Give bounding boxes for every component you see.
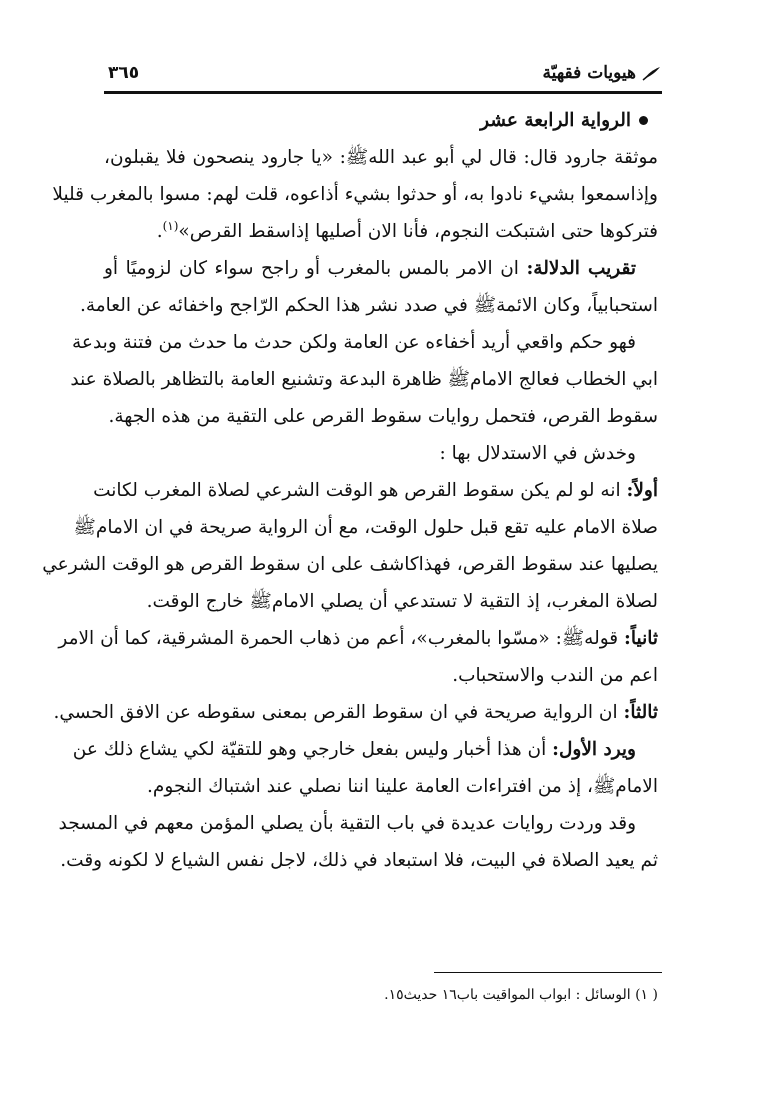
taqrib-label: تقريب الدلالة: — [526, 258, 636, 279]
closing-line: وقد وردت روايات عديدة في باب التقية بأن يصلي المؤمن معهم في المسجد — [58, 813, 636, 834]
third-text: ان الرواية صريحة في ان سقوط القرص بمعنى سقوطه عن الافق الحسي. — [53, 702, 618, 723]
bullet-icon — [639, 116, 648, 125]
footnote: ( ١) الوسائل : ابواب المواقيت باب١٦ حديث١٥. — [384, 987, 658, 1003]
response-label: ويرد الأول: — [552, 739, 636, 760]
page-body — [42, 102, 658, 879]
paragraph-line: سقوط القرص، فتحمل روايات سقوط القرص على التقية من هذه الجهة. — [108, 406, 658, 427]
third-label: ثالثاً: — [623, 702, 658, 723]
first-point-line: صلاة الامام عليه تقع قبل حلول الوقت، مع أن الرواية صريحة في ان الامامﷺ — [73, 517, 658, 538]
first-point-line: يصليها عند سقوط القرص، فهذاكاشف على ان سقوط القرص هو الوقت الشرعي — [42, 554, 658, 575]
running-title-text: هيويات فقهيّة — [542, 63, 636, 83]
khadsh-line: وخدش في الاستدلال بها : — [439, 443, 636, 464]
narration-line: فتركوها حتى اشتبكت النجوم، فأنا الان أصليها إذاسقط القرص»$^{(١)}$. — [156, 218, 658, 242]
closing-line: ثم يعيد الصلاة في البيت، فلا استبعاد في ذلك، لاجل نفس الشياع لا لكونه وقت. — [60, 850, 658, 871]
third-point-line — [53, 694, 658, 731]
first-text: انه لو لم يكن سقوط القرص هو الوقت الشرعي لصلاة المغرب لكانت — [93, 480, 621, 501]
taqrib-text: ان الامر بالمس بالمغرب أو راجح سواء كان لزوميًا أو — [104, 258, 519, 279]
paragraph-line: ابي الخطاب فعالج الامامﷺ ظاهرة البدعة وتشنيع العامة بالتظاهر بالصلاة عند — [70, 369, 658, 390]
paragraph-line: فهو حكم واقعي أريد أخفاءه عن العامة ولكن حدث ما حدث من فتنة وبدعة — [72, 332, 636, 353]
page-number: ٣٦٥ — [108, 63, 140, 83]
second-point-line: اعم من الندب والاستحباب. — [452, 665, 658, 686]
narration-line: وإذاسمعوا بشيء نادوا به، أو حدثوا بشيء أذاعوه، قلت لهم: مسوا بالمغرب قليلا — [52, 184, 658, 205]
taqrib-line: استحبابياً، وكان الائمةﷺ في صدد نشر هذا الحكم الرّاجح واخفائه عن العامة. — [79, 295, 658, 316]
first-label: أولاً: — [626, 480, 658, 501]
response-text: أن هذا أخبار وليس بفعل خارجي وهو للتقيّة لكي يشاع ذلك عن — [72, 739, 547, 760]
second-point-line — [58, 620, 658, 657]
section-heading — [104, 102, 658, 139]
footnote-reference[interactable]: (١) — [162, 218, 179, 233]
footnote-rule — [434, 972, 662, 973]
quill-icon — [642, 65, 662, 81]
narration-text: فتركوها حتى اشتبكت النجوم، فأنا الان أصليها إذاسقط القرص» — [178, 221, 658, 242]
first-point-line: لصلاة المغرب، إذ التقية لا تستدعي أن يصلي الامامﷺ خارج الوقت. — [146, 591, 658, 612]
taqrib-line — [104, 250, 658, 287]
running-title — [542, 63, 662, 83]
response-line: الامامﷺ، إذ من افتراءات العامة علينا اننا نصلي عند اشتباك النجوم. — [147, 776, 658, 797]
page-header — [108, 58, 662, 88]
header-rule — [104, 91, 662, 94]
first-point-line — [93, 472, 658, 509]
section-heading-text: الرواية الرابعة عشر — [480, 110, 631, 131]
response-line — [72, 731, 658, 768]
narration-line: موثقة جارود قال: قال لي أبو عبد اللهﷺ: «يا جارود ينصحون فلا يقبلون، — [104, 147, 658, 168]
second-text: قولهﷺ: «مسّوا بالمغرب»، أعم من ذهاب الحمرة المشرقية، كما أن الامر — [58, 628, 619, 649]
second-label: ثانياً: — [624, 628, 658, 649]
